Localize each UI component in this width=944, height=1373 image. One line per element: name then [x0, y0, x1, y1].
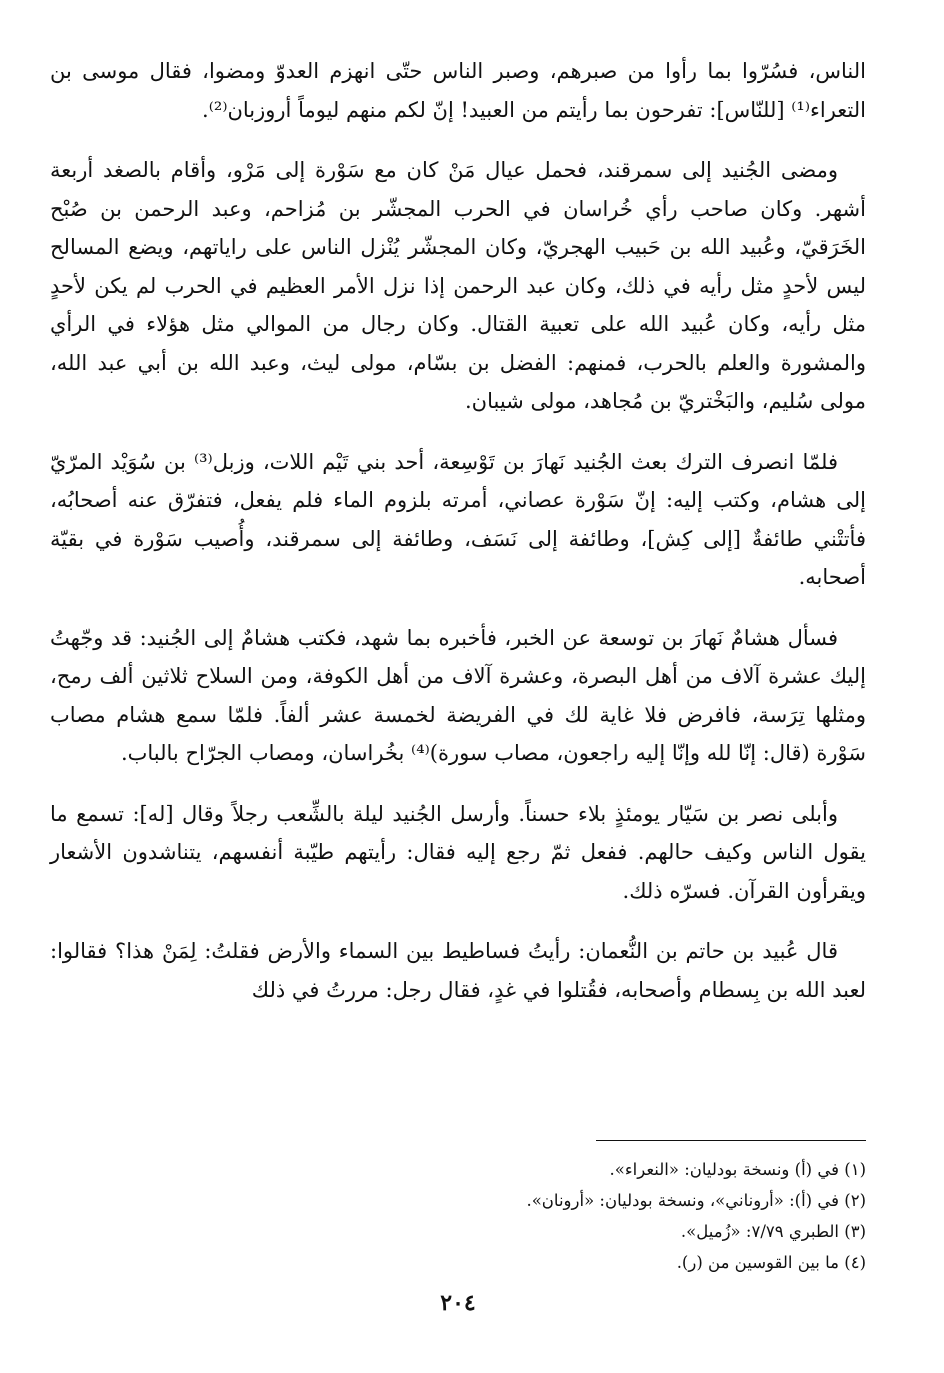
footnotes	[50, 1154, 866, 1278]
paragraph-2: ومضى الجُنيد إلى سمرقند، فحمل عيال مَنْ كان مع سَوْرة إلى مَرْو، وأقام بالصغد أربعة أشهر. وكان صاحب رأي خُراسان في الحرب المجشّر بن مُزاحم، وعبد الرحمن بن صُبْح الخَرَقيّ، وعُبيد الله بن حَبيب الهجريّ، وكان المجشّر يُنْزل الناس على راياتهم، ويضع المسالح ليس لأحدٍ مثل رأيه في ذلك، وكان عبد الرحمن إذا نزل الأمر العظيم في الحرب لم يكن لأحدٍ مثل رأيه، وكان عُبيد الله على تعبية القتال. وكان رجال من الموالي مثل هؤلاء في الرأي والمشورة والعلم بالحرب، فمنهم: الفضل بن بسّام، مولى ليث، وعبد الله بن أبي عبد الله، مولى سُليم، والبَخْتريّ بن مُجاهد، مولى شيبان.	[50, 158, 866, 413]
footnote-1: (١) في (أ) ونسخة بودليان: «النعراء».	[609, 1160, 866, 1179]
paragraph-6: قال عُبيد بن حاتم بن النُّعمان: رأيتُ فساطيط بين السماء والأرض فقلتُ: لِمَنْ هذا؟ فقالوا: لعبد الله بن بِسطام وأصحابه، فقُتلوا في غدٍ، فقال رجل: مررتُ في ذلك	[50, 939, 866, 1002]
book-page	[50, 52, 866, 1362]
paragraph-5: وأبلى نصر بن سَيّار يومئذٍ بلاء حسناً. وأرسل الجُنيد ليلة بالشِّعب رجلاً وقال [له]: تسمع ما يقول الناس وكيف حالهم. ففعل ثمّ رجع إليه فقال: رأيتهم طيّبة أنفسهم، يتناشدون الأشعار ويقرأون القرآن. فسرّه ذلك.	[50, 801, 866, 903]
footnote-2: (٢) في (أ): «أروناني»، ونسخة بودليان: «أرونان».	[526, 1191, 866, 1210]
footnote-4: (٤) ما بين القوسين من (ر).	[676, 1253, 866, 1272]
footnote-3: (٣) الطبري ٧/٧٩: «زُميل».	[680, 1222, 866, 1241]
main-text	[50, 52, 866, 1009]
paragraph-3: فلمّا انصرف الترك بعث الجُنيد نَهارَ بن تَوْسِعة، أحد بني تَيْم اللات، وزبل⁽³⁾ بن سُوَيْد المرّيّ إلى هشام، وكتب إليه: إنّ سَوْرة عصاني، أمرته بلزوم الماء فلم يفعل، فتفرّق عنه أصحابُه، فأتتْني طائفةٌ [إلى كِش]، وطائفة إلى نَسَف، وطائفة إلى سمرقند، وأُصيب سَوْرة في بقيّة أصحابه.	[50, 449, 866, 589]
footnote-divider	[596, 1140, 866, 1141]
paragraph-1: الناس، فسُرّوا بما رأوا من صبرهم، وصبر الناس حتّى انهزم العدوّ ومضوا، فقال موسى بن التعراء⁽¹⁾ [للنّاس]: تفرحون بما رأيتم من العبيد! إنّ لكم منهم ليوماً أروزبان⁽²⁾.	[50, 59, 866, 122]
page-number: ٢٠٤	[440, 1290, 476, 1316]
paragraph-4: فسأل هشامٌ نَهارَ بن توسعة عن الخبر، فأخبره بما شهد، فكتب هشامٌ إلى الجُنيد: قد وجّهتُ إليك عشرة آلاف من أهل البصرة، وعشرة آلاف من أهل الكوفة، ومن السلاح ثلاثين ألف رمح، ومثلها تِرَسة، فافرض فلا غاية لك في الفريضة لخمسة عشر ألفاً. فلمّا سمع هشام مصاب سَوْرة (قال: إنّا لله وإنّا إليه راجعون، مصاب سورة)⁽⁴⁾ بخُراسان، ومصاب الجرّاح بالباب.	[50, 625, 866, 765]
